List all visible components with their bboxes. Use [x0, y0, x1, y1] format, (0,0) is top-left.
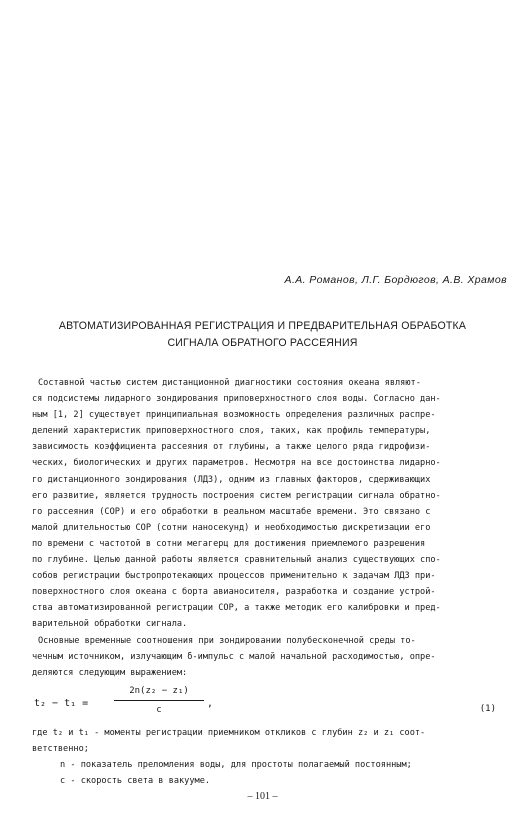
- formula-lhs: t₂ − t₁ =: [34, 697, 89, 709]
- body-text: [32, 375, 502, 789]
- text-line: ся подсистемы лидарного зондирования приповерхностного слоя воды. Согласно дан-: [32, 394, 441, 405]
- text-line: деляются следующим выражением:: [32, 667, 188, 678]
- authors: А.А. Романов, Л.Г. Бордюгов, А.В. Храмов: [284, 274, 507, 286]
- text-line: ным [1, 2] существует принципиальная возможность определения различных распре-: [32, 410, 436, 421]
- paper-title: [11, 318, 515, 352]
- formula-comma: ,: [207, 697, 214, 709]
- text-line: малой длительностью СОР (сотни наносекунд) и необходимостью дискретизации его: [32, 522, 431, 533]
- formula-fraction: [114, 683, 204, 718]
- equation-number: (1): [479, 703, 496, 714]
- paragraph-1: [32, 375, 502, 633]
- text-line: го рассеяния (СОР) и его обработки в реальном масштабе времени. Это связано с: [32, 506, 431, 517]
- formula-denominator: c: [156, 704, 162, 715]
- text-line: зависимость коэффициента рассеяния от глубины, а также целого ряда гидрофизи-: [32, 442, 431, 453]
- text-line: чечным источником, излучающим δ-импульс с малой начальной расходимостью, опре-: [32, 651, 436, 662]
- text-line: его развитие, является трудность построения систем регистрации сигнала обратно-: [32, 490, 441, 501]
- definition-n: n - показатель преломления воды, для простоты полагаемый постоянным;: [60, 759, 412, 770]
- text-line: где t₂ и t₁ - моменты регистрации приемником откликов с глубин z₂ и z₁ соот-: [32, 727, 426, 738]
- text-line: ства автоматизированной регистрации СОР, а также методик его калибровки и пред-: [32, 603, 441, 614]
- text-line: поверхностного слоя океана с борта авианосителя, разработка и создание устрой-: [32, 587, 436, 598]
- text-line: по времени с частотой в сотни мегагерц для достижения приемлемого разрешения: [32, 538, 426, 549]
- text-line: варительной обработки сигнала.: [32, 619, 188, 630]
- text-line: Основные временные соотношения при зондировании полубесконечной среды то-: [38, 635, 416, 646]
- title-line-2: СИГНАЛА ОБРАТНОГО РАССЕЯНИЯ: [167, 337, 358, 349]
- title-line-1: АВТОМАТИЗИРОВАННАЯ РЕГИСТРАЦИЯ И ПРЕДВАРИТЕЛЬНАЯ ОБРАБОТКА: [58, 320, 467, 332]
- text-line: собов регистрации быстропротекающих процессов применительно к задачам ЛДЗ при-: [32, 571, 436, 582]
- definition-c: c - скорость света в вакууме.: [60, 776, 211, 787]
- text-line: го дистанционного зондирования (ЛДЗ), одним из главных факторов, сдерживающих: [32, 474, 431, 485]
- formula-explanation: [32, 725, 502, 789]
- formula-numerator: 2n(z₂ − z₁): [114, 683, 204, 701]
- text-line: делений характеристик приповерхностного слоя, таких, как профиль температуры,: [32, 426, 431, 437]
- page-number: – 101 –: [247, 791, 278, 802]
- text-line: Составной частью систем дистанционной диагностики состояния океана являют-: [38, 378, 421, 388]
- paragraph-2: [32, 633, 502, 681]
- formula-1: [32, 683, 502, 725]
- text-line: ческих, биологических и других параметров. Несмотря на все достоинства лидарно-: [32, 458, 441, 469]
- text-line: по глубине. Целью данной работы является сравнительный анализ существующих спо-: [32, 555, 441, 566]
- text-line: ветственно;: [32, 743, 89, 754]
